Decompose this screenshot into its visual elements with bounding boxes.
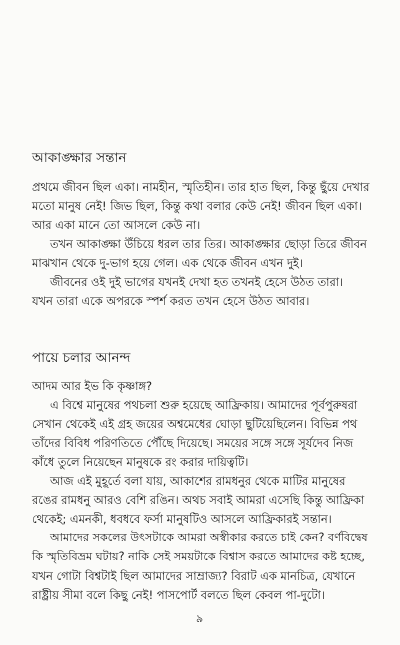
section-title-paye-chalar-anando: পায়ে চলার আনন্দ [32, 350, 131, 366]
section2-line-2: এ বিশ্বে মানুষের পথচলা শুরু হয়েছে আফ্রিকায়। আমাদের পূর্বপুরুষরা [50, 398, 358, 412]
section1-line-7: যখন তারা একে অপরকে স্পর্শ করত তখন হেসে উঠত আবার। [32, 294, 310, 308]
section-title-akankshar-santan: আকাঙ্ক্ষার সন্তান [32, 150, 127, 166]
section2-line-3: সেখান থেকেই এই গ্রহ জয়ের অশ্বমেধের ঘোড়া ছুটিয়েছিলেন। বিভিন্ন পথ [32, 417, 358, 431]
section2-line-7: রঙের রামধনু আরও বেশি রঙিন। অথচ সবাই আমরা এসেছি কিন্তু আফ্রিকা [32, 493, 365, 507]
page-number: ৯ [196, 612, 204, 625]
section1-line-3: আর একা মানে তো আসলে কেউ না। [32, 218, 201, 232]
section2-line-1: আদম আর ইভ কি কৃষ্ণাঙ্গ? [32, 379, 153, 393]
section2-line-12: রাষ্ট্রীয় সীমা বলে কিছু নেই! পাসপোর্ট বলতে ছিল কেবল পা-দুটো। [32, 588, 325, 602]
section1-line-6: জীবনের ওই দুই ভাগের যখনই দেখা হত তখনই হেসে উঠত তারা। [50, 275, 344, 289]
section2-line-6: আজ এই মুহূর্তে বলা যায়, আকাশের রামধনুর থেকে মাটির মানুষের [50, 474, 346, 488]
section1-line-4: তখন আকাঙ্ক্ষা উঁচিয়ে ধরল তার তির। আকাঙ্ক্ষার ছোড়া তিরে জীবন [50, 237, 367, 251]
section2-line-9: আমাদের সকলের উৎসটাকে আমরা অস্বীকার করতে চাই কেন? বর্ণবিদ্বেষ [50, 531, 368, 544]
section2-line-4: তাঁদের বিবিধ পরিণতিতে পৌঁছে দিয়েছে। সময়ের সঙ্গে সঙ্গে সূর্যদেব নিজ [32, 436, 354, 450]
section2-line-10: কি স্মৃতিবিভ্রম ঘটায়? নাকি সেই সময়টাকে বিশ্বাস করতে আমাদের কষ্ট হচ্ছে, [32, 550, 365, 563]
section1-line-5: মাঝখান থেকে দু-ভাগ হয়ে গেল। এক থেকে জীবন এখন দুই। [32, 256, 303, 270]
section2-line-11: যখন গোটা বিশ্বটাই ছিল আমাদের সাম্রাজ্য? বিরাট এক মানচিত্র, যেখানে [32, 569, 356, 583]
section2-line-8: থেকেই; এমনকী, ধবধবে ফর্সা মানুষটিও আসলে আফ্রিকারই সন্তান। [32, 512, 332, 526]
section2-line-5: কাঁধে তুলে নিয়েছেন মানুষকে রং করার দায়িত্বটি। [32, 455, 249, 469]
section1-line-1: প্রথমে জীবন ছিল একা। নামহীন, স্মৃতিহীন। তার হাত ছিল, কিন্তু ছুঁয়ে দেখার [32, 180, 370, 194]
section1-line-2: মতো মানুষ নেই! জিভ ছিল, কিন্তু কথা বলার কেউ নেই! জীবন ছিল একা। [32, 199, 362, 213]
